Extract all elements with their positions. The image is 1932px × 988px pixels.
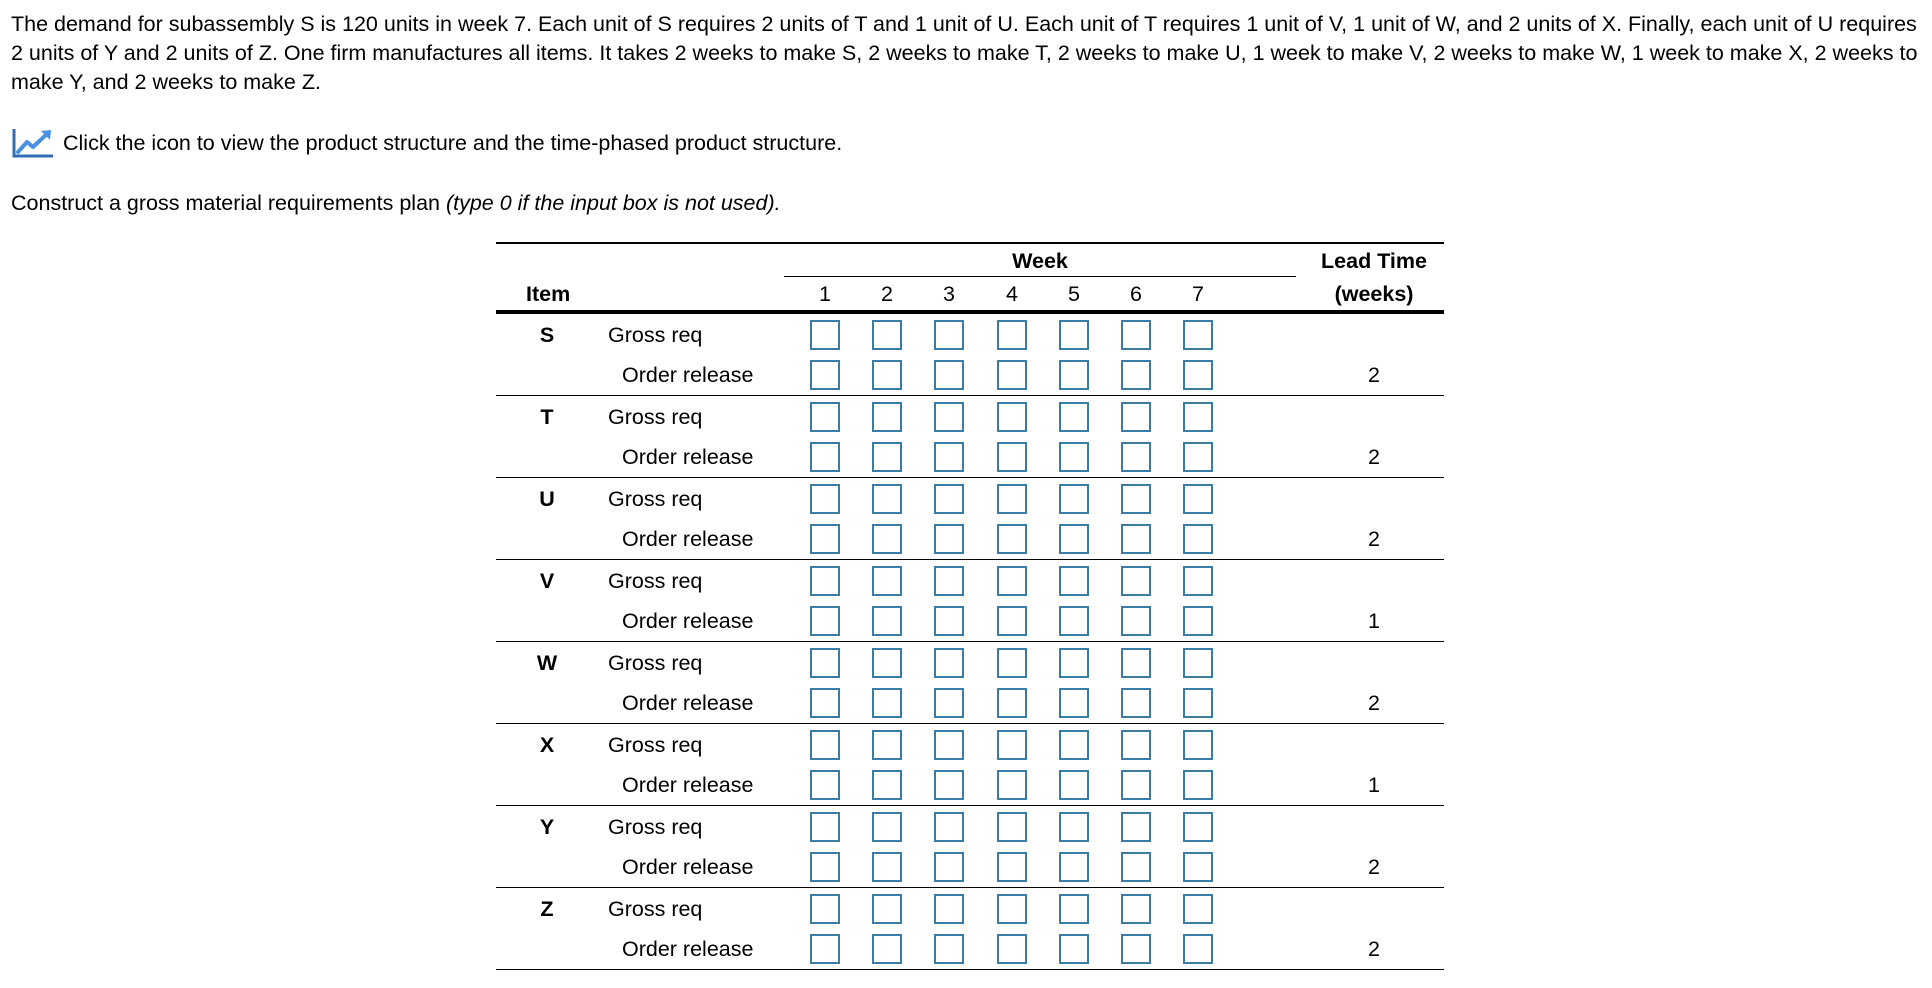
gross-req-input-y-week-3[interactable] (934, 812, 964, 842)
order-release-input-s-week-1[interactable] (810, 360, 840, 390)
gross-req-input-x-week-2[interactable] (872, 730, 902, 760)
gross-req-input-t-week-7[interactable] (1183, 402, 1213, 432)
order-release-input-y-week-6[interactable] (1121, 852, 1151, 882)
lead-time-value: 2 (1368, 363, 1380, 387)
gross-req-input-t-week-3[interactable] (934, 402, 964, 432)
gross-req-input-y-week-5[interactable] (1059, 812, 1089, 842)
order-release-input-z-week-5[interactable] (1059, 934, 1089, 964)
lead-time-value: 2 (1368, 937, 1380, 961)
order-release-input-s-week-6[interactable] (1121, 360, 1151, 390)
order-release-input-t-week-4[interactable] (997, 442, 1027, 472)
gross-req-input-y-week-6[interactable] (1121, 812, 1151, 842)
week-number-3: 3 (943, 282, 955, 306)
gross-req-input-s-week-7[interactable] (1183, 320, 1213, 350)
gross-req-input-v-week-1[interactable] (810, 566, 840, 596)
gross-req-input-w-week-7[interactable] (1183, 648, 1213, 678)
item-block-w (496, 642, 1444, 724)
week-header: Week (1012, 249, 1068, 273)
order-release-input-s-week-5[interactable] (1059, 360, 1089, 390)
order-release-input-s-week-4[interactable] (997, 360, 1027, 390)
gross-req-input-x-week-1[interactable] (810, 730, 840, 760)
gross-req-input-x-week-5[interactable] (1059, 730, 1089, 760)
order-release-input-v-week-2[interactable] (872, 606, 902, 636)
problem-statement: The demand for subassembly S is 120 units in week 7. Each unit of S requires 2 units of T and 1 unit of U. Each unit of T requires 1 unit of V, 1 unit of W, and 2 units of X. Finally, each unit of U requires 2 units of Y and 2 units of Z. One firm manufactures all items. It takes 2 weeks to make S, 2 weeks to make T, 2 weeks to make U, 1 week to make V, 2 weeks to make W, 1 week to make X, 2 weeks to make Y, and 2 weeks to make Z. (11, 12, 1918, 94)
gross-req-input-u-week-6[interactable] (1121, 484, 1151, 514)
instruction (11, 188, 781, 218)
gross-req-input-t-week-5[interactable] (1059, 402, 1089, 432)
order-release-input-w-week-5[interactable] (1059, 688, 1089, 718)
order-release-input-x-week-5[interactable] (1059, 770, 1089, 800)
order-release-label: Order release (622, 363, 754, 387)
order-release-label: Order release (622, 445, 754, 469)
order-release-input-s-week-3[interactable] (934, 360, 964, 390)
week-number-1: 1 (819, 282, 831, 306)
lead-time-value: 1 (1368, 773, 1380, 797)
order-release-input-z-week-2[interactable] (872, 934, 902, 964)
gross-req-input-u-week-2[interactable] (872, 484, 902, 514)
lead-time-value: 2 (1368, 527, 1380, 551)
instruction-text: Construct a gross material requirements plan (11, 191, 446, 215)
order-release-input-w-week-4[interactable] (997, 688, 1027, 718)
gross-req-input-w-week-5[interactable] (1059, 648, 1089, 678)
lead-time-value: 2 (1368, 691, 1380, 715)
gross-req-label: Gross req (608, 569, 703, 593)
order-release-input-v-week-4[interactable] (997, 606, 1027, 636)
order-release-input-u-week-2[interactable] (872, 524, 902, 554)
order-release-input-w-week-7[interactable] (1183, 688, 1213, 718)
week-number-7: 7 (1192, 282, 1204, 306)
item-block-z (496, 888, 1444, 970)
item-block-y (496, 806, 1444, 888)
order-release-label: Order release (622, 937, 754, 961)
order-release-input-x-week-4[interactable] (997, 770, 1027, 800)
order-release-label: Order release (622, 609, 754, 633)
order-release-input-t-week-6[interactable] (1121, 442, 1151, 472)
gross-req-input-w-week-2[interactable] (872, 648, 902, 678)
gross-req-input-v-week-5[interactable] (1059, 566, 1089, 596)
order-release-input-v-week-3[interactable] (934, 606, 964, 636)
gross-req-input-w-week-6[interactable] (1121, 648, 1151, 678)
order-release-input-t-week-1[interactable] (810, 442, 840, 472)
item-block-v (496, 560, 1444, 642)
order-release-input-s-week-2[interactable] (872, 360, 902, 390)
gross-req-input-x-week-3[interactable] (934, 730, 964, 760)
item-rows (496, 314, 1444, 970)
order-release-input-x-week-1[interactable] (810, 770, 840, 800)
order-release-input-w-week-3[interactable] (934, 688, 964, 718)
item-code: W (536, 651, 558, 675)
table-header (496, 242, 1444, 314)
order-release-label: Order release (622, 773, 754, 797)
gross-req-input-y-week-1[interactable] (810, 812, 840, 842)
gross-req-input-t-week-6[interactable] (1121, 402, 1151, 432)
gross-req-label: Gross req (608, 897, 703, 921)
order-release-input-z-week-4[interactable] (997, 934, 1027, 964)
order-release-input-v-week-5[interactable] (1059, 606, 1089, 636)
order-release-input-v-week-1[interactable] (810, 606, 840, 636)
gross-req-input-s-week-6[interactable] (1121, 320, 1151, 350)
item-code: X (539, 733, 555, 757)
lead-time-value: 2 (1368, 855, 1380, 879)
order-release-input-y-week-5[interactable] (1059, 852, 1089, 882)
gross-req-input-y-week-4[interactable] (997, 812, 1027, 842)
order-release-input-u-week-4[interactable] (997, 524, 1027, 554)
item-block-t (496, 396, 1444, 478)
gross-req-label: Gross req (608, 405, 703, 429)
gross-req-input-z-week-6[interactable] (1121, 894, 1151, 924)
order-release-input-u-week-1[interactable] (810, 524, 840, 554)
product-structure-link[interactable] (11, 127, 842, 159)
gross-req-input-s-week-1[interactable] (810, 320, 840, 350)
lead-time-value: 1 (1368, 609, 1380, 633)
gross-req-input-v-week-4[interactable] (997, 566, 1027, 596)
gross-req-input-z-week-4[interactable] (997, 894, 1027, 924)
gross-req-input-z-week-3[interactable] (934, 894, 964, 924)
order-release-input-y-week-4[interactable] (997, 852, 1027, 882)
item-code: V (539, 569, 555, 593)
item-code: Z (540, 897, 554, 921)
lead-time-header: Lead Time (1321, 249, 1427, 273)
item-code: U (539, 487, 555, 511)
order-release-input-v-week-6[interactable] (1121, 606, 1151, 636)
gross-req-input-z-week-1[interactable] (810, 894, 840, 924)
item-block-u (496, 478, 1444, 560)
gross-req-input-t-week-4[interactable] (997, 402, 1027, 432)
gross-req-input-w-week-1[interactable] (810, 648, 840, 678)
gross-req-input-s-week-4[interactable] (997, 320, 1027, 350)
gross-req-input-z-week-2[interactable] (872, 894, 902, 924)
item-code: Y (539, 815, 555, 839)
order-release-input-x-week-7[interactable] (1183, 770, 1213, 800)
gross-req-label: Gross req (608, 487, 703, 511)
instruction-note: (type 0 if the input box is not used). (445, 191, 781, 215)
gross-req-input-w-week-4[interactable] (997, 648, 1027, 678)
gross-req-input-t-week-1[interactable] (810, 402, 840, 432)
order-release-input-y-week-1[interactable] (810, 852, 840, 882)
order-release-label: Order release (622, 691, 754, 715)
gross-req-label: Gross req (608, 733, 703, 757)
order-release-input-x-week-3[interactable] (934, 770, 964, 800)
gross-req-input-s-week-5[interactable] (1059, 320, 1089, 350)
order-release-input-u-week-3[interactable] (934, 524, 964, 554)
gross-req-input-u-week-7[interactable] (1183, 484, 1213, 514)
item-code: S (539, 323, 555, 347)
gross-req-input-t-week-2[interactable] (872, 402, 902, 432)
week-number-2: 2 (881, 282, 893, 306)
order-release-input-y-week-2[interactable] (872, 852, 902, 882)
gross-req-input-s-week-2[interactable] (872, 320, 902, 350)
order-release-input-u-week-7[interactable] (1183, 524, 1213, 554)
gross-req-label: Gross req (608, 323, 703, 347)
week-header-rule (784, 276, 1296, 277)
order-release-input-v-week-7[interactable] (1183, 606, 1213, 636)
order-release-input-z-week-7[interactable] (1183, 934, 1213, 964)
gross-req-input-u-week-5[interactable] (1059, 484, 1089, 514)
gross-req-input-y-week-7[interactable] (1183, 812, 1213, 842)
week-number-6: 6 (1130, 282, 1142, 306)
order-release-input-x-week-2[interactable] (872, 770, 902, 800)
item-block-s (496, 314, 1444, 396)
item-block-x (496, 724, 1444, 806)
order-release-input-u-week-6[interactable] (1121, 524, 1151, 554)
order-release-input-t-week-3[interactable] (934, 442, 964, 472)
item-header: Item (526, 282, 571, 306)
week-number-4: 4 (1006, 282, 1018, 306)
gross-req-input-x-week-7[interactable] (1183, 730, 1213, 760)
order-release-input-w-week-2[interactable] (872, 688, 902, 718)
order-release-input-t-week-5[interactable] (1059, 442, 1089, 472)
gross-req-input-v-week-2[interactable] (872, 566, 902, 596)
week-number-5: 5 (1068, 282, 1080, 306)
order-release-input-x-week-6[interactable] (1121, 770, 1151, 800)
gross-req-input-u-week-3[interactable] (934, 484, 964, 514)
order-release-input-u-week-5[interactable] (1059, 524, 1089, 554)
gross-req-input-v-week-3[interactable] (934, 566, 964, 596)
gross-req-input-s-week-3[interactable] (934, 320, 964, 350)
gross-req-label: Gross req (608, 815, 703, 839)
order-release-label: Order release (622, 855, 754, 879)
order-release-input-z-week-3[interactable] (934, 934, 964, 964)
gross-req-input-u-week-1[interactable] (810, 484, 840, 514)
gross-req-input-x-week-4[interactable] (997, 730, 1027, 760)
gross-req-input-x-week-6[interactable] (1121, 730, 1151, 760)
order-release-input-y-week-7[interactable] (1183, 852, 1213, 882)
order-release-input-w-week-1[interactable] (810, 688, 840, 718)
order-release-input-s-week-7[interactable] (1183, 360, 1213, 390)
lead-time-value: 2 (1368, 445, 1380, 469)
gross-req-input-w-week-3[interactable] (934, 648, 964, 678)
order-release-input-y-week-3[interactable] (934, 852, 964, 882)
gross-req-input-u-week-4[interactable] (997, 484, 1027, 514)
order-release-input-w-week-6[interactable] (1121, 688, 1151, 718)
order-release-input-t-week-7[interactable] (1183, 442, 1213, 472)
order-release-input-z-week-1[interactable] (810, 934, 840, 964)
chart-icon[interactable] (11, 127, 55, 159)
gross-req-input-z-week-7[interactable] (1183, 894, 1213, 924)
gross-req-input-v-week-7[interactable] (1183, 566, 1213, 596)
order-release-input-z-week-6[interactable] (1121, 934, 1151, 964)
gross-req-input-z-week-5[interactable] (1059, 894, 1089, 924)
order-release-label: Order release (622, 527, 754, 551)
lead-time-unit-header: (weeks) (1334, 282, 1414, 306)
hint-text: Click the icon to view the product structure and the time-phased product structure. (63, 130, 843, 155)
item-code: T (540, 405, 554, 429)
gross-req-label: Gross req (608, 651, 703, 675)
gross-req-input-y-week-2[interactable] (872, 812, 902, 842)
order-release-input-t-week-2[interactable] (872, 442, 902, 472)
gross-req-input-v-week-6[interactable] (1121, 566, 1151, 596)
mrp-table (496, 242, 1444, 970)
